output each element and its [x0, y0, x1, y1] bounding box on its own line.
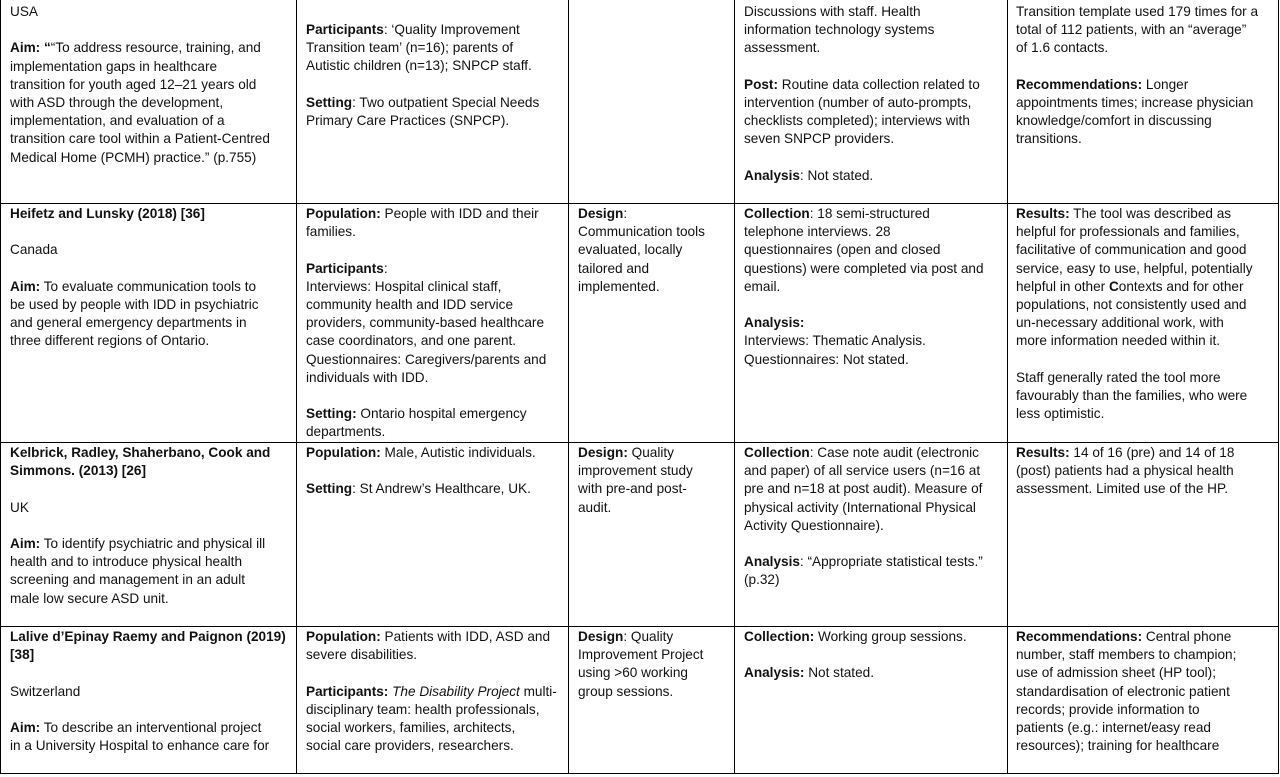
table-border	[1278, 0, 1279, 774]
aim-text: with ASD through the development,	[10, 95, 224, 110]
table-cell-results: Results: The tool was described as helpful for professionals and families, facilitative of communication and good service, easy to use, helpful, potentially helpful in other Contexts and for other populations, not consistently used and un-necessary additional work, with more information needed within it. Staff generally rated the tool more favourably than the families, who were less optimistic.	[1016, 206, 1253, 422]
aim-label: Aim:	[10, 719, 41, 735]
table-border	[296, 0, 297, 774]
participants-label: Participants:	[306, 683, 389, 699]
population-label: Population:	[306, 206, 381, 221]
aim-text: transition care tool within a Patient-Centred	[10, 131, 270, 147]
recommendations-label: Recommendations:	[1016, 76, 1143, 92]
design-label: Design:	[578, 445, 628, 460]
study-title: Simmons. (2013) [26]	[10, 463, 146, 479]
participants-label: Participants	[306, 260, 384, 276]
table-cell-study: Heifetz and Lunsky (2018) [36] Canada Aim: To evaluate communication tools to be used by people with IDD in psychiatric and general emergency departments in three different regions of Ontario.	[10, 206, 259, 349]
setting-label: Setting	[306, 94, 353, 110]
aim-text: Medical Home (PCMH) practice.” (p.755)	[10, 149, 257, 165]
table-border	[0, 442, 1279, 443]
study-title: Heifetz and Lunsky (2018) [36]	[10, 206, 205, 221]
recommendations-label: Recommendations:	[1016, 629, 1143, 644]
design-label: Design	[578, 206, 624, 221]
aim-text: implementation, and evaluation of a	[10, 113, 225, 129]
table-cell-participants: Population: Patients with IDD, ASD and severe disabilities. Participants: The Disability Project multi- disciplinary team: health professionals, social workers, families, architects, social care providers, researchers.	[306, 629, 557, 754]
table-cell-results: Recommendations: Central phone number, staff members to champion; use of admission sheet (HP tool); standardisation of electronic patient records; provide information to patients (e.g.: internet/easy read resources); training for healthcare	[1016, 629, 1237, 754]
aim-label: Aim:	[10, 278, 41, 294]
table-border	[0, 773, 1279, 774]
analysis-label: Analysis	[744, 167, 800, 183]
table-cell-results: Transition template used 179 times for a total of 112 patients, with an “average” of 1.6 contacts. Recommendations: Longer appointments times; increase physician knowledge/comfort in discussing transitions.	[1016, 4, 1259, 147]
table-cell-results: Results: 14 of 16 (pre) and 14 of 18 (post) patients had a physical health assessment. Limited use of the HP.	[1016, 445, 1235, 497]
study-title: Kelbrick, Radley, Shaherbano, Cook and	[10, 445, 271, 460]
population-label: Population:	[306, 629, 381, 644]
study-title: Lalive d’Epinay Raemy and Paignon (2019)	[10, 629, 286, 644]
results-label: Results:	[1016, 445, 1070, 460]
collection-label: Collection	[744, 445, 810, 460]
table-cell-participants: Population: People with IDD and their families. Participants: Interviews: Hospital clinical staff, community health and IDD service providers, community-based healthcare case coordinators, and one parent. Questionnaires: Caregivers/parents and individuals with IDD. Setting: Ontario hospital emergency departments.	[306, 206, 547, 440]
table-border	[734, 0, 735, 774]
table-cell-study: Kelbrick, Radley, Shaherbano, Cook and Simmons. (2013) [26] UK Aim: To identify psychiatric and physical ill health and to introduce physical health screening and management in an adult male low secure ASD unit.	[10, 445, 271, 606]
table-cell-design: Design: Communication tools evaluated, locally tailored and implemented.	[578, 206, 705, 294]
table-cell-data: Collection: Case note audit (electronic and paper) of all service users (n=16 at pre and n=18 at post audit). Measure of physical activity (International Physical Activity Questionnaire). Analysis: “Appropriate statistical tests.” (p.32)	[744, 445, 983, 588]
setting-label: Setting:	[306, 406, 357, 422]
study-title: [38]	[10, 647, 35, 663]
analysis-label: Analysis:	[744, 665, 805, 681]
population-label: Population:	[306, 445, 381, 460]
table-cell-design: Design: Quality improvement study with pre-and post- audit.	[578, 445, 693, 515]
post-label: Post:	[744, 76, 778, 92]
participants-label: Participants	[306, 22, 384, 37]
table-cell-data: Collection: Working group sessions. Analysis: Not stated.	[744, 629, 967, 681]
country: USA	[10, 4, 38, 19]
aim-text: implementation gaps in healthcare	[10, 58, 218, 74]
table-cell-data: Collection: 18 semi-structured telephone interviews. 28 questionnaires (open and closed questions) were completed via post and email. Analysis: Interviews: Thematic Analysis. Questionnaires: Not stated.	[744, 206, 984, 367]
country: UK	[10, 499, 29, 515]
table-cell-participants: Population: Male, Autistic individuals. Setting: St Andrew’s Healthcare, UK.	[306, 445, 536, 497]
table-cell-participants: Participants: ‘Quality Improvement Transition team’ (n=16); parents of Autistic children (n=13); SNPCP staff. Setting: Two outpatient Special Needs Primary Care Practices (SNPCP).	[306, 22, 540, 128]
aim-text: transition for youth aged 12–21 years old	[10, 76, 257, 92]
aim-label: Aim:	[10, 40, 41, 56]
table-border	[0, 0, 1, 774]
design-label: Design	[578, 629, 624, 644]
table-cell-study: Lalive d’Epinay Raemy and Paignon (2019) [38] Switzerland Aim: To describe an interventional project in a University Hospital to enhance care for	[10, 629, 286, 754]
table-cell-study: USA Aim: ““To address resource, training, and implementation gaps in healthcare transition for youth aged 12–21 years old with ASD through the development, implementation, and evaluation of a transition care tool within a Patient-Centred Medical Home (PCMH) practice.” (p.755)	[10, 3, 270, 167]
collection-label: Collection	[744, 206, 810, 221]
country: Canada	[10, 242, 58, 258]
setting-label: Setting	[306, 481, 353, 497]
table-border	[568, 0, 569, 774]
table-border	[1007, 0, 1008, 774]
table-border	[0, 203, 1279, 204]
collection-label: Collection:	[744, 629, 815, 644]
country: Switzerland	[10, 683, 81, 699]
table-cell-data: Discussions with staff. Health information technology systems assessment. Post: Routine data collection related to intervention (number of auto-prompts, checklists completed); interviews with seven SNPCP providers. Analysis: Not stated.	[744, 4, 980, 183]
analysis-label: Analysis	[744, 554, 800, 570]
analysis-label: Analysis:	[744, 315, 805, 331]
aim-label: Aim:	[10, 535, 41, 551]
table-cell-design: Design: Quality Improvement Project using >60 working group sessions.	[578, 629, 704, 699]
aim-text: “To address resource, training, and	[50, 40, 261, 56]
results-label: Results:	[1016, 206, 1070, 221]
table-border	[0, 626, 1279, 627]
